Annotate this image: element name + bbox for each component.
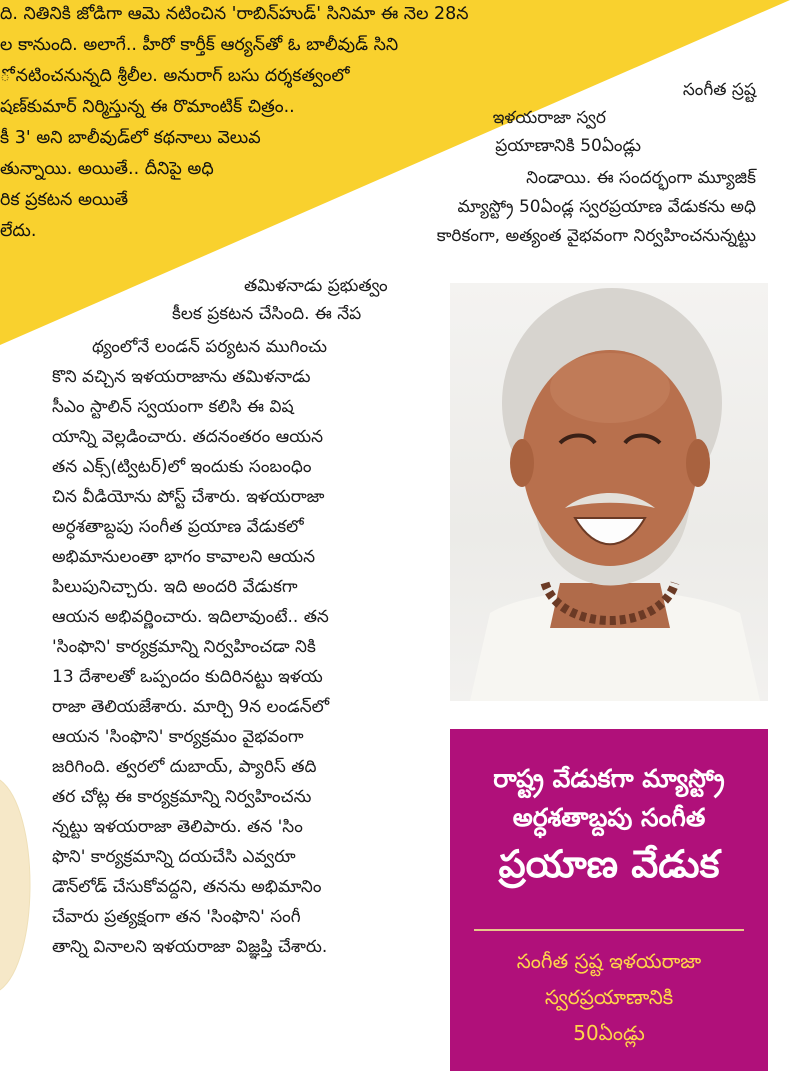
body-line: 'సింఫొని' కార్యక్రమాన్ని నిర్వహించడా నికి (52, 637, 316, 657)
headline-divider (474, 929, 744, 931)
portrait-photo (450, 283, 768, 701)
body-line: యాన్ని వెల్లడించారు. తదనంతరం ఆయన (52, 427, 324, 447)
body-line: చిన వీడియోను పోస్ట్ చేశారు. ఇళయరాజా (52, 487, 325, 507)
headline-line: అర్ధశతాబ్దపు సంగీత (512, 803, 706, 832)
text-line: రిక ప్రకటన అయితే (0, 190, 129, 210)
intro-line: నిండాయి. ఈ సందర్భంగా మ్యూజిక్ (526, 168, 756, 188)
headline-line: రాష్ట్ర వేడుకగా మ్యాస్ట్రో (493, 764, 725, 793)
body-line: రాజా తెలియజేశారు. మార్చి 9న లండన్‌లో (52, 697, 330, 717)
text-line: లేదు. (0, 221, 37, 241)
body-line: సీఎం స్టాలిన్ స్వయంగా కలిసి ఈ విష (52, 397, 294, 417)
headline (450, 759, 768, 891)
body-line: తన ఎక్స్(ట్విటర్)లో ఇందుకు సంబంధిం (52, 457, 312, 477)
headline-box (450, 729, 768, 1071)
body-line: అర్ధశతాబ్దపు సంగీత ప్రయాణ వేడుకలో (52, 517, 304, 537)
body-line: తమిళనాడు ప్రభుత్వం (244, 276, 388, 296)
subheadline-line: 50ఏండ్లు (573, 1021, 645, 1045)
body-line: ఫొని' కార్యక్రమాన్ని దయచేసి ఎవ్వరూ (52, 847, 296, 867)
body-line: తాన్ని వినాలని ఇళయరాజా విజ్ఞప్తి చేశారు. (52, 937, 328, 957)
intro-line: మ్యాస్ట్రో 50ఏండ్ల స్వరప్రయాణ వేడుకను అధి (457, 197, 756, 217)
subheadline-line: స్వరప్రయాణానికి (544, 985, 674, 1009)
text-line: ో నటించనున్నది శ్రీలీల. అనురాగ్ బసు దర్శకత్వంలో (0, 66, 350, 86)
intro-line: సంగీత స్రష్ట (682, 80, 756, 100)
subheadline (450, 943, 768, 1051)
body-line: డౌన్‌లోడ్ చేసుకోవద్దని, తనను అభిమానిం (52, 877, 322, 897)
body-line: అభిమానులంతా భాగం కావాలని ఆయన (52, 547, 316, 567)
subheadline-line: సంగీత స్రష్ట ఇళయరాజా (516, 949, 702, 973)
body-line: ఆయన 'సింఫొని' కార్యక్రమం వైభవంగా (52, 727, 304, 747)
body-line: పిలుపునిచ్చారు. ఇది అందరి వేడుకగా (52, 577, 298, 597)
text-line: ల కానుంది. అలాగే.. హీరో కార్తీక్ ఆర్యన్‌తో ఓ బాలీవుడ్ సిని (0, 35, 399, 55)
intro-line: కారికంగా, అత్యంత వైభవంగా నిర్వహించనున్నట్టు (436, 226, 756, 246)
body-line: ఆయన అభివర్ణించారు. ఇదిలావుంటే.. తన (52, 607, 329, 627)
body-line: జరిగింది. త్వరలో దుబాయ్, ప్యారిస్ తది (52, 757, 317, 777)
body-line: 13 దేశాలతో ఒప్పందం కుదిరినట్టు ఇళయ (52, 667, 323, 687)
body-line: కీలక ప్రకటన చేసింది. ఈ నేప (172, 304, 362, 324)
body-line: చేవారు ప్రత్యక్షంగా తన 'సింఫొని' సంగీ (52, 907, 301, 927)
body-line: కొని వచ్చిన ఇళయరాజాను తమిళనాడు (52, 367, 311, 387)
article-intro (276, 76, 756, 276)
text-line: ది. నితినికి జోడిగా ఆమె నటించిన 'రాబిన్‌హుడ్' సినిమా ఈ నెల 28న (0, 4, 469, 24)
body-line: థ్యంలోనే లండన్ పర్యటన ముగించు (92, 337, 327, 357)
intro-line: ఇళయరాజా స్వర (492, 108, 606, 128)
text-line: కీ 3' అని బాలీవుడ్‌లో కథనాలు వెలువ (0, 128, 261, 148)
text-line: షణ్‌కుమార్ నిర్మిస్తున్న ఈ రొమాంటిక్ చిత్రం.. (0, 97, 295, 117)
body-line: న్నట్టు ఇళయరాజా తెలిపారు. తన 'సిం (52, 817, 303, 837)
headline-line: ప్రయాణ వేడుక (498, 842, 720, 886)
text-line: తున్నాయి. అయితే.. దీనిపై అధి (0, 159, 214, 179)
body-line: తర చోట్ల ఈ కార్యక్రమాన్ని నిర్వహించను (52, 787, 312, 807)
intro-line: ప్రయాణానికి 50ఏండ్లు (495, 136, 641, 156)
